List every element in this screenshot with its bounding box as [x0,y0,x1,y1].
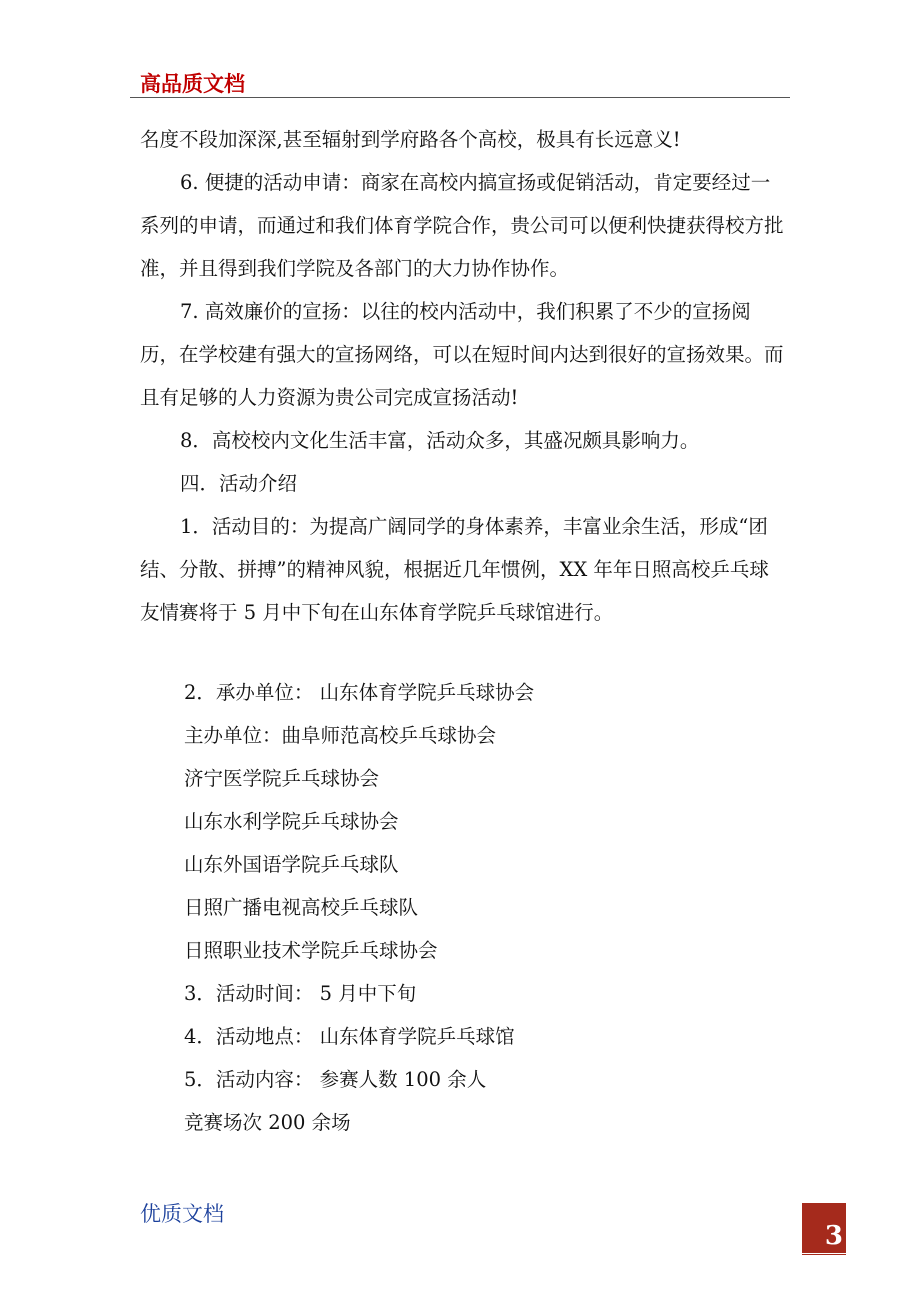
header-divider [130,97,790,98]
paragraph-continuation: 名度不段加深深,甚至辐射到学府路各个高校，极具有长远意义! [140,128,681,151]
matches-line: 竞赛场次 200 余场 [184,1111,351,1134]
paragraph-gap [140,634,785,671]
content-line: 5．活动内容： 参赛人数 100 余人 [184,1068,487,1091]
header-title: 高品质文档 [140,72,245,96]
section-heading: 四．活动介绍 [180,472,298,495]
host-entry: 山东水利学院乒乓球协会 [184,810,399,833]
page-number-badge [802,1203,846,1253]
page-number: 3 [824,1221,843,1251]
organizer-line: 2．承办单位： 山东体育学院乒乓球协会 [184,681,535,704]
host-entry: 日照职业技术学院乒乓球协会 [184,939,438,962]
footer-title: 优质文档 [140,1202,224,1226]
paragraph-item-7: 7. 高效廉价的宣扬：以往的校内活动中，我们积累了不少的宣扬阅历，在学校建有强大的宣扬网络，可以在短时间内达到很好的宣扬效果。而且有足够的人力资源为贵公司完成宣扬活动! [140,300,784,409]
document-body [140,118,785,1144]
paragraph-item-8: 8．高校校内文化生活丰富，活动众多，其盛况颇具影响力。 [180,429,700,452]
host-entry: 济宁医学院乒乓球协会 [184,767,380,790]
paragraph-item-6: 6. 便捷的活动申请：商家在高校内搞宣扬或促销活动，肯定要经过一系列的申请，而通过和我们体育学院合作，贵公司可以便利快捷获得校方批准，并且得到我们学院及各部门的大力协作协作。 [140,171,784,280]
footer-divider [802,1254,846,1255]
host-entry: 山东外国语学院乒乓球队 [184,853,399,876]
host-line: 主办单位：曲阜师范高校乒乓球协会 [184,724,497,747]
location-line: 4．活动地点： 山东体育学院乒乓球馆 [184,1025,515,1048]
host-entry: 日照广播电视高校乒乓球队 [184,896,419,919]
time-line: 3．活动时间： 5 月中下旬 [184,982,417,1005]
paragraph-purpose: 1．活动目的：为提高广阔同学的身体素养，丰富业余生活，形成“团结、分散、拼搏”的精神风貌，根据近几年惯例，XX 年年日照高校乒乓球友情赛将于 5 月中下旬在山东体育学院乒乓球馆进行。 [140,515,769,624]
